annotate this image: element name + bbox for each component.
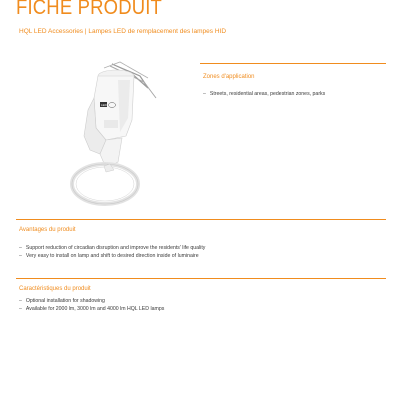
characteristics-list [19,298,164,313]
list-item: – Support reduction of circadian disruption and improve the residents' life quality [19,245,205,253]
advantages-divider [16,219,386,220]
zones-divider [200,63,386,64]
product-logo: LED [101,103,107,107]
zones-list [203,91,325,99]
characteristics-divider [16,278,386,279]
list-item: – Very easy to install on lamp and shift to desired direction inside of luminaire [19,253,205,261]
list-item: – Available for 2000 lm, 3000 lm and 4000 lm HQL LED lamps [19,306,164,314]
product-image [60,58,160,213]
page-subtitle: HQL LED Accessories | Lampes LED de remplacement des lampes HID [19,28,227,35]
zones-heading: Zones d'application [203,74,255,80]
advantages-list [19,245,205,260]
page-title: FICHE PRODUIT [16,0,163,19]
characteristics-heading: Caractéristiques du produit [19,286,91,292]
advantages-heading: Avantages du produit [19,227,76,233]
list-item: – Streets, residential areas, pedestrian zones, parks [203,91,325,99]
list-item: – Optional installation for shadowing [19,298,164,306]
